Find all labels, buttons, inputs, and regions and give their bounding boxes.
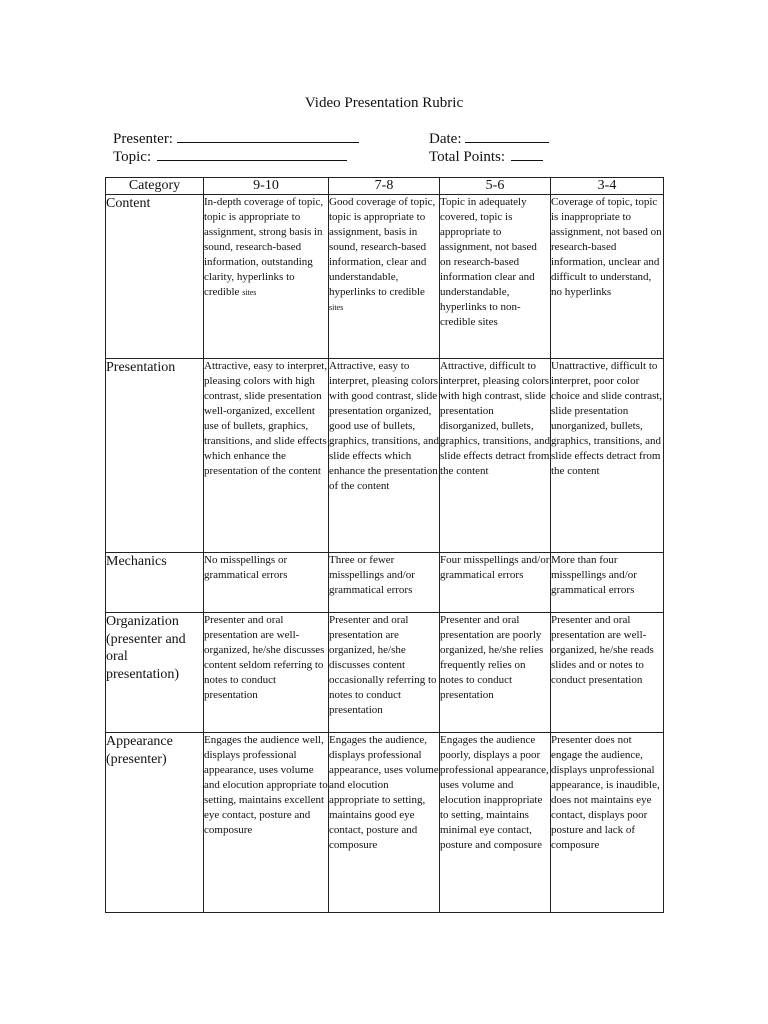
criteria-cell: Attractive, easy to interpret, pleasing colors with high contrast, slide presentation well-organized, excellent use of bullets, graphics, transitions, and slide effects which enhance the presentation of the content	[204, 359, 329, 553]
criteria-cell: Four misspellings and/or grammatical errors	[440, 553, 551, 613]
criteria-cell: More than four misspellings and/or grammatical errors	[551, 553, 664, 613]
date-field	[429, 128, 549, 148]
header-score-9-10: 9-10	[204, 178, 329, 195]
table-row	[106, 613, 664, 733]
criteria-cell: Presenter and oral presentation are poorly organized, he/she relies frequently relies on notes to conduct presentation	[440, 613, 551, 733]
criteria-cell: Topic in adequately covered, topic is appropriate to assignment, not based on research-based information clear and understandable, hyperlinks to non-credible sites	[440, 195, 551, 359]
header-score-3-4: 3-4	[551, 178, 664, 195]
criteria-small-text: sites	[242, 288, 257, 297]
header-score-7-8: 7-8	[329, 178, 440, 195]
table-row	[106, 359, 664, 553]
category-cell: Organization (presenter and oral presentation)	[106, 613, 204, 733]
criteria-cell: Engages the audience, displays professional appearance, uses volume and elocution appropriate to setting, maintains good eye contact, posture and composure	[329, 733, 440, 913]
total-points-label: Total Points:	[429, 149, 506, 165]
table-row	[106, 195, 664, 359]
criteria-cell: Coverage of topic, topic is inappropriate to assignment, not based on research-based information, unclear and difficult to understand, no hyperlinks	[551, 195, 664, 359]
presenter-label: Presenter:	[113, 131, 173, 147]
date-blank-line[interactable]	[465, 128, 549, 143]
criteria-cell: Unattractive, difficult to interpret, poor color choice and slide contrast, slide presentation unorganized, bullets, graphics, transitions, and slide effects detract from the content	[551, 359, 664, 553]
topic-label: Topic:	[113, 149, 152, 165]
topic-blank-line[interactable]	[157, 146, 347, 161]
category-cell: Appearance (presenter)	[106, 733, 204, 913]
criteria-cell: Presenter and oral presentation are well-organized, he/she discusses content seldom referring to notes to conduct presentation	[204, 613, 329, 733]
rubric-table	[105, 177, 664, 913]
rubric-header-row	[106, 178, 664, 195]
criteria-cell: No misspellings or grammatical errors	[204, 553, 329, 613]
table-row	[106, 553, 664, 613]
page-title: Video Presentation Rubric	[304, 95, 464, 111]
header-score-5-6: 5-6	[440, 178, 551, 195]
criteria-cell: Presenter and oral presentation are well-organized, he/she reads slides and or notes to conduct presentation	[551, 613, 664, 733]
criteria-cell	[204, 195, 329, 359]
category-cell: Presentation	[106, 359, 204, 553]
criteria-cell: Presenter and oral presentation are organized, he/she discusses content occasionally referring to notes to conduct presentation	[329, 613, 440, 733]
criteria-cell	[329, 195, 440, 359]
criteria-cell: Three or fewer misspellings and/or grammatical errors	[329, 553, 440, 613]
date-label: Date:	[429, 131, 462, 147]
total-points-field	[429, 146, 543, 166]
presenter-blank-line[interactable]	[177, 128, 359, 143]
criteria-cell: Attractive, easy to interpret, pleasing colors with good contrast, slide presentation organized, good use of bullets, graphics, transitions, and slide effects which enhance the presentation of the content	[329, 359, 440, 553]
header-category: Category	[106, 178, 204, 195]
criteria-cell: Presenter does not engage the audience, displays unprofessional appearance, is inaudible, does not maintains eye contact, displays poor posture and lack of composure	[551, 733, 664, 913]
criteria-cell: Engages the audience poorly, displays a poor professional appearance, uses volume and elocution inappropriate to setting, maintains minimal eye contact, posture and composure	[440, 733, 551, 913]
topic-field	[113, 146, 347, 166]
criteria-cell: Engages the audience well, displays professional appearance, uses volume and elocution appropriate to setting, maintains excellent eye contact, posture and composure	[204, 733, 329, 913]
presenter-field	[113, 128, 359, 148]
category-cell: Mechanics	[106, 553, 204, 613]
criteria-cell: Attractive, difficult to interpret, pleasing colors with high contrast, slide presentation disorganized, bullets, graphics, transitions, and slide effects detract from the content	[440, 359, 551, 553]
criteria-text: Good coverage of topic, topic is appropriate to assignment, basis in sound, research-based information, clear and understandable, hyperlinks to credible	[329, 196, 436, 298]
criteria-small-text: sites	[329, 303, 344, 312]
category-cell: Content	[106, 195, 204, 359]
table-row	[106, 733, 664, 913]
total-points-blank-line[interactable]	[511, 146, 543, 161]
criteria-text: In-depth coverage of topic, topic is appropriate to assignment, strong basis in sound, research-based information, outstanding clarity, hyperlinks to credible	[204, 196, 324, 298]
